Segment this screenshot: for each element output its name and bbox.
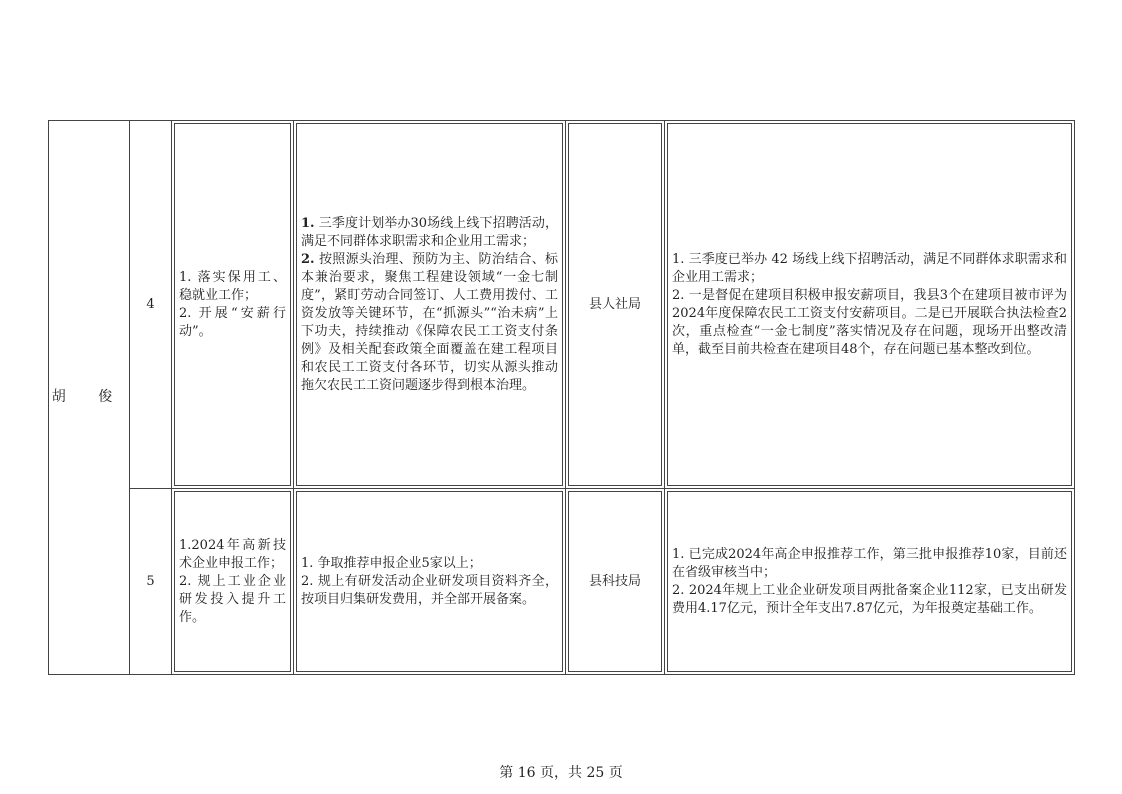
plan-item-text: 按照源头治理、预防为主、防治结合、标本兼治要求，聚焦工程建设领域“一金七制度”，紧盯劳动合同签订、人工费用拨付、工资发放等关键环节，在“抓源头”“治未病”上下功夫，持续推动《保障农民工工资支付条例》及相关配套政策全面覆盖在建工程项目和农民工工资支付各环节，切实从源头推动拖欠农民工工资问题逐步得到根本治理。 xyxy=(301,251,558,393)
task-item: 2. 开展“安薪行动”。 xyxy=(179,305,286,339)
plan-item xyxy=(301,251,558,395)
row-number-cell xyxy=(130,489,172,675)
plan-item xyxy=(301,555,558,573)
plan-item-text: 1. 争取推荐申报企业5家以上； xyxy=(301,555,482,571)
person-name: 胡 俊 xyxy=(51,389,127,405)
task-cell xyxy=(172,489,294,675)
row-number: 5 xyxy=(146,573,155,589)
department-name: 县人社局 xyxy=(588,296,641,312)
plan-item xyxy=(301,215,558,251)
person-cell xyxy=(49,121,130,675)
task-item: 1. 落实保用工、稳就业工作； xyxy=(179,269,286,303)
plan-item-text: 2. 规上有研发活动企业研发项目资料齐全，按项目归集研发费用，并全部开展备案。 xyxy=(301,573,558,607)
progress-cell xyxy=(665,489,1075,675)
plan-cell xyxy=(294,121,566,489)
task-cell xyxy=(172,121,294,489)
row-number: 4 xyxy=(146,296,155,312)
progress-item: 2. 2024年规上工业企业研发项目两批备案企业112家，已支出研发费用4.17亿元，预计全年支出7.87亿元，为年报奠定基础工作。 xyxy=(672,582,1067,616)
work-table xyxy=(48,120,1075,675)
table-row xyxy=(49,121,1075,489)
task-item: 1.2024年高新技术企业申报工作； xyxy=(179,537,286,571)
plan-item-text: 三季度计划举办30场线上线下招聘活动，满足不同群体求职需求和企业用工需求； xyxy=(301,215,558,249)
progress-item: 1. 已完成2024年高企申报推荐工作，第三批申报推荐10家，目前还在省级审核当中； xyxy=(672,546,1067,580)
progress-cell xyxy=(665,121,1075,489)
plan-item-number: 1. xyxy=(301,215,315,231)
plan-item xyxy=(301,573,558,609)
department-cell xyxy=(566,121,665,489)
page-footer: 第 16 页，共 25 页 xyxy=(499,765,623,781)
task-item: 2. 规上工业企业研发投入提升工作。 xyxy=(179,573,286,625)
row-number-cell xyxy=(130,121,172,489)
plan-cell xyxy=(294,489,566,675)
department-cell xyxy=(566,489,665,675)
progress-item: 1. 三季度已举办 42 场线上线下招聘活动，满足不同群体求职需求和企业用工需求； xyxy=(672,251,1067,285)
department-name: 县科技局 xyxy=(588,573,641,589)
progress-item: 2. 一是督促在建项目积极申报安薪项目，我县3个在建项目被市评为2024年度保障农民工工资支付安薪项目。二是已开展联合执法检查2次，重点检查“一金七制度”落实情况及存在问题，现场开出整改清单，截至目前共检查在建项目48个，存在问题已基本整改到位。 xyxy=(672,287,1067,357)
plan-item-number: 2. xyxy=(301,251,315,267)
table-row xyxy=(49,489,1075,675)
